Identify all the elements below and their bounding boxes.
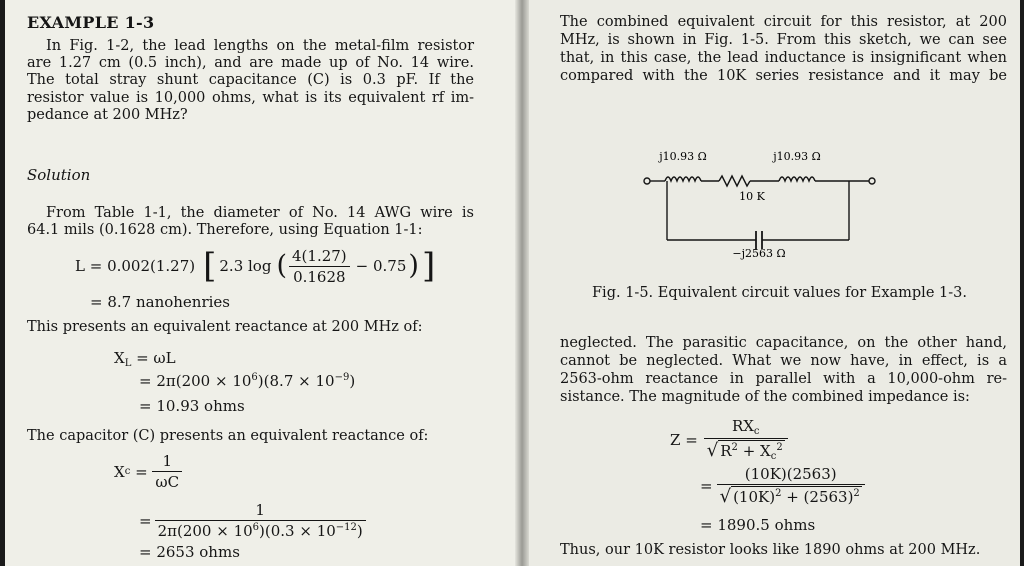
eq-xc-result: = 2653 ohms: [139, 543, 240, 561]
eq-xl-part-a: = 2π(200 × 10: [139, 372, 252, 390]
eq-xl-subscript: L: [124, 358, 132, 369]
left-bracket: [: [203, 246, 217, 286]
eq-l-result: = 8.7 nanohenries: [90, 293, 230, 311]
eq-z-den1-exp2: 2: [776, 442, 783, 453]
resistor-label: 10 K: [739, 190, 765, 203]
eq-xc-num-2: 1: [155, 501, 366, 521]
figure-caption: Fig. 1-5. Equivalent circuit values for Example 1-3.: [592, 285, 967, 301]
eq-xl-exp-2: −9: [334, 372, 350, 383]
intro-line-3: that, in this case, the lead inductance is insignificant when: [560, 50, 1007, 66]
intro-line-4: compared with the 10K series resistance and it may be: [560, 68, 1007, 84]
eq-z-den2-b: + (2563): [781, 488, 854, 506]
eq-z-den1-a: R: [720, 442, 732, 460]
right-bracket: ]: [421, 246, 436, 286]
eq-xl-part-c: ): [349, 372, 356, 390]
eq-xl-line-1: [114, 349, 176, 369]
book-gutter: [515, 0, 529, 566]
eq-z-den2-a: (10K): [733, 488, 776, 506]
reactance-intro: This presents an equivalent reactance at 200 MHz of:: [27, 319, 423, 335]
eq-z-line-1: [670, 417, 788, 462]
equation-inductance: [75, 246, 435, 286]
eq-z-den-1: [704, 439, 788, 462]
inductor-2: [779, 177, 815, 181]
body-line-4: sistance. The magnitude of the combined impedance is:: [560, 389, 970, 405]
eq-l-denominator: 0.1628: [293, 267, 346, 286]
eq-xc-fraction-1: [152, 452, 182, 491]
eq-xl-result: = 10.93 ohms: [139, 397, 245, 415]
intro-line-2: MHz, is shown in Fig. 1-5. From this sketch, we can see: [560, 32, 1007, 48]
eq-xc-fraction-2: [155, 501, 366, 540]
eq-xc-equals: =: [130, 462, 153, 481]
eq-z-den1-radicand: [718, 440, 784, 462]
eq-z-num-1: [704, 417, 788, 439]
intro-line-1: The combined equivalent circuit for this resistor, at 200: [560, 14, 1007, 30]
eq-xc-den2-a: 2π(200 × 10: [157, 522, 253, 540]
eq-z-num-2: (10K)(2563): [717, 465, 865, 485]
eq-xc-den-2: [155, 521, 366, 540]
body-line-3: 2563-ohm reactance in parallel with a 10,000-ohm re-: [560, 371, 1007, 387]
body-line-2: cannot be neglected. What we now have, in effect, is a: [560, 353, 1007, 369]
eq-xc-den2-exp2: −12: [335, 522, 357, 533]
eq-l-lhs: L = 0.002(1.27): [75, 257, 196, 275]
solution-label: Solution: [27, 166, 91, 184]
right-page: [529, 0, 1024, 566]
eq-z-num1-sub: c: [753, 426, 760, 437]
eq-xc-equals-2: =: [139, 511, 152, 530]
eq-z-den2-exp2: 2: [853, 488, 860, 499]
eq-xl-omega-l: = ωL: [131, 349, 176, 367]
inductor-1-label: j10.93 Ω: [659, 150, 707, 163]
eq-z-den2-radicand: [731, 486, 862, 506]
eq-xc-den2-b: )(0.3 × 10: [259, 522, 336, 540]
eq-xc-symbol: X: [114, 462, 125, 481]
problem-line-5: pedance at 200 MHz?: [27, 107, 188, 123]
body-line-1: neglected. The parasitic capacitance, on the other hand,: [560, 335, 1007, 351]
capacitor-intro: The capacitor (C) presents an equivalent reactance of:: [27, 428, 429, 444]
example-heading: EXAMPLE 1-3: [27, 13, 155, 32]
eq-l-log: 2.3 log: [219, 257, 272, 275]
eq-z-line-2: [700, 465, 865, 507]
eq-z-num1-text: RX: [731, 417, 754, 435]
problem-line-4: resistor value is 10,000 ohms, what is its equivalent rf im-: [27, 90, 474, 106]
eq-l-fraction: [289, 247, 350, 286]
eq-z-fraction-1: [704, 417, 788, 462]
eq-z-den1-sub: c: [770, 451, 777, 462]
capacitor-label: −j2563 Ω: [732, 247, 786, 260]
resistor: [719, 176, 750, 186]
inductor-2-label: j10.93 Ω: [773, 150, 821, 163]
eq-z-den2-exp: 2: [775, 488, 782, 499]
right-paren: ): [408, 250, 419, 281]
terminal-left: [644, 178, 650, 184]
problem-line-2: are 1.27 cm (0.5 inch), and are made up of No. 14 wire.: [27, 55, 474, 71]
eq-l-numerator: 4(1.27): [289, 247, 350, 267]
eq-z-den-2: [717, 485, 865, 507]
sqrt-icon-2: √: [719, 486, 732, 507]
eq-z-den1-b: + X: [737, 442, 771, 460]
eq-xc-den-1: ωC: [155, 473, 180, 491]
eq-z-result: = 1890.5 ohms: [700, 516, 816, 534]
problem-line-1: In Fig. 1-2, the lead lengths on the metal-film resistor: [46, 38, 474, 54]
scan-frame-left: [0, 0, 5, 566]
left-paren: (: [276, 250, 287, 281]
problem-line-3: The total stray shunt capacitance (C) is 0.3 pF. If the: [27, 72, 474, 88]
eq-z-equals-2: =: [700, 477, 713, 495]
eq-xc-num-1: 1: [152, 452, 182, 472]
eq-xc-den2-exp: 6: [252, 522, 260, 533]
table-line-1: From Table 1-1, the diameter of No. 14 AWG wire is: [46, 205, 474, 221]
eq-xc-subscript: c: [124, 466, 131, 477]
eq-xc-line-1: [114, 452, 182, 491]
terminal-right: [869, 178, 875, 184]
eq-xc-den2-c: ): [356, 522, 363, 540]
scan-frame-right: [1020, 0, 1024, 566]
eq-xc-line-2: [139, 501, 366, 540]
eq-z-den1-exp: 2: [731, 442, 738, 453]
eq-xl-line-2: [139, 372, 355, 390]
eq-xl-exp-1: 6: [251, 372, 258, 383]
equivalent-circuit-diagram: [529, 140, 1024, 270]
eq-z-lhs: Z =: [670, 430, 698, 449]
inductor-1: [665, 177, 701, 181]
eq-xl-symbol: X: [114, 349, 125, 367]
sqrt-icon: √: [706, 440, 719, 461]
conclusion: Thus, our 10K resistor looks like 1890 ohms at 200 MHz.: [560, 542, 981, 558]
eq-xl-part-b: )(8.7 × 10: [257, 372, 335, 390]
eq-z-fraction-2: [717, 465, 865, 507]
table-line-2: 64.1 mils (0.1628 cm). Therefore, using Equation 1-1:: [27, 222, 423, 238]
eq-l-minus: − 0.75: [355, 257, 407, 275]
